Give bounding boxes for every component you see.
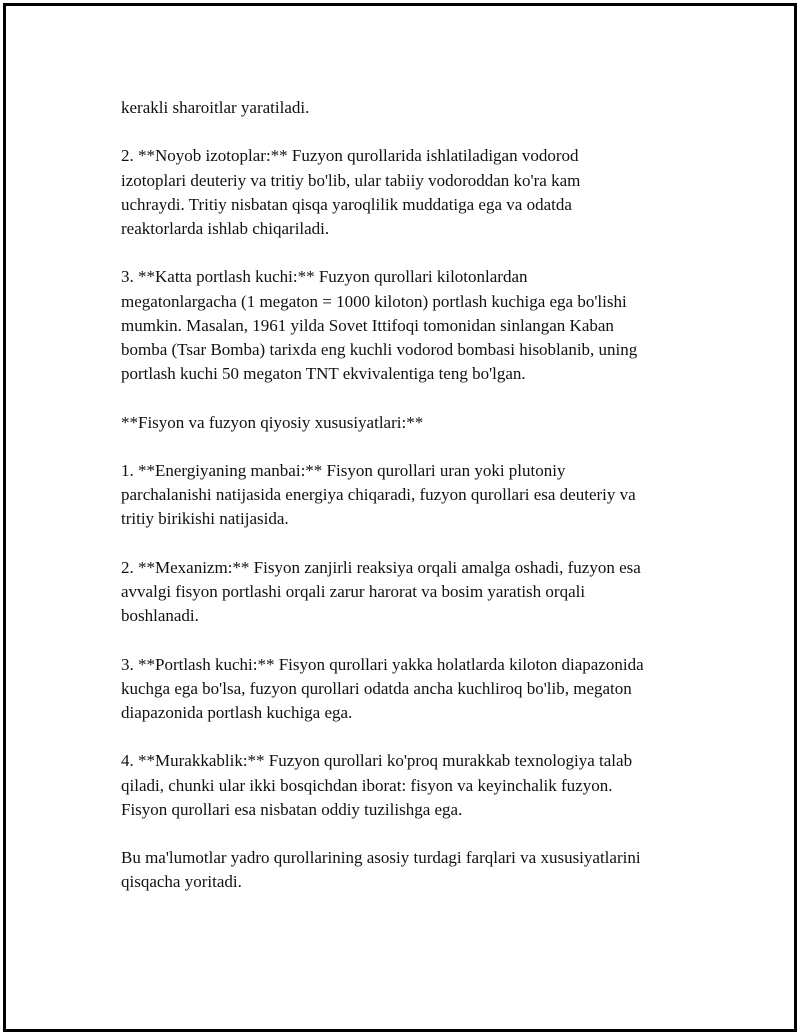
section-heading-comparison: **Fisyon va fuzyon qiyosiy xususiyatlari:** <box>121 412 424 432</box>
paragraph-yield: 3. **Portlash kuchi:** Fisyon qurollari yakka holatlarda kiloton diapazonida kuchga ega bo'lsa, fuzyon qurollari odatda ancha kuchliroq bo'lib, megaton diapazonida portlash kuchiga ega. <box>121 654 644 722</box>
paragraph-mechanism: 2. **Mexanizm:** Fisyon zanjirli reaksiya orqali amalga oshadi, fuzyon esa avvalgi fisyon portlashi orqali zarur harorat va bosim yaratish orqali boshlanadi. <box>121 557 641 626</box>
paragraph-complexity: 4. **Murakkablik:** Fuzyon qurollari ko'proq murakkab texnologiya talab qiladi, chunki ular ikki bosqichdan iborat: fisyon va keyinchalik fuzyon. Fisyon qurollari esa nisbatan oddiy tuzilishga ega. <box>121 751 633 819</box>
paragraph-rare-isotopes: 2. **Noyob izotoplar:** Fuzyon qurollarida ishlatiladigan vodorod izotoplari deuteriy va tritiy bo'lib, ular tabiiy vodoroddan ko'ra kam uchraydi. Tritiy nisbatan qisqa yaroqlilik muddatiga ega va odatda reaktorlarda ishlab chiqariladi. <box>121 146 581 238</box>
paragraph-continuation: kerakli sharoitlar yaratiladi. <box>121 98 310 117</box>
document-body <box>121 96 701 895</box>
paragraph-explosive-power: 3. **Katta portlash kuchi:** Fuzyon qurollari kilotonlardan megatonlargacha (1 megaton = 1000 kiloton) portlash kuchiga ega bo'lishi mumkin. Masalan, 1961 yilda Sovet Ittifoqi tomonidan sinlangan Kaban bomba (Tsar Bomba) tarixda eng kuchli vodorod bombasi hisoblanib, uning portlash kuchi 50 megaton TNT ekvivalentiga teng bo'lgan. <box>121 267 638 384</box>
document-page <box>3 3 797 1032</box>
paragraph-energy-source: 1. **Energiyaning manbai:** Fisyon qurollari uran yoki plutoniy parchalanishi natijasida energiya chiqaradi, fuzyon qurollari esa deuteriy va tritiy birikishi natijasida. <box>121 460 636 529</box>
paragraph-conclusion: Bu ma'lumotlar yadro qurollarining asosiy turdagi farqlari va xususiyatlarini qisqacha yoritadi. <box>121 848 641 892</box>
